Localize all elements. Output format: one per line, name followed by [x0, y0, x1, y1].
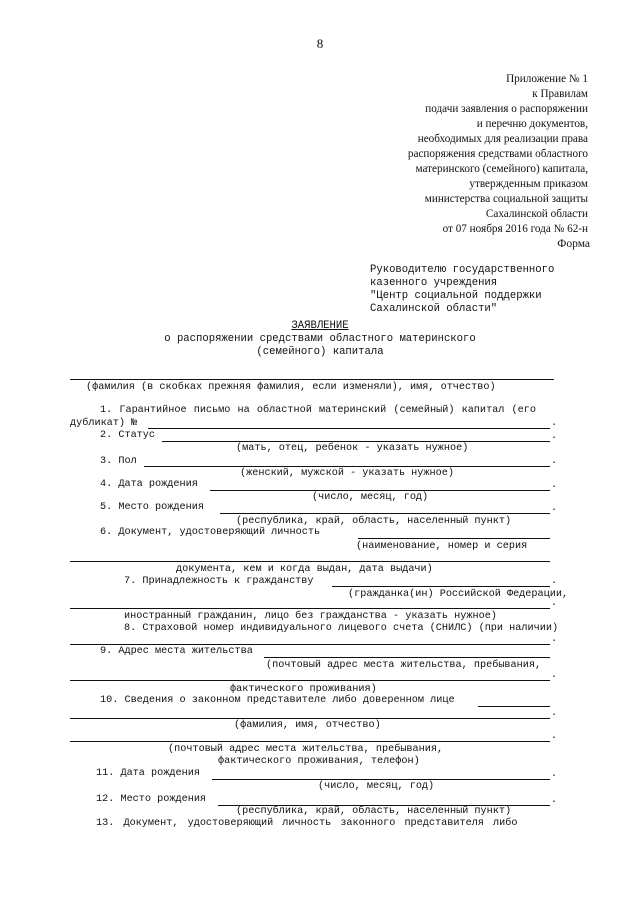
field-2-hint: (мать, отец, ребенок - указать нужное) [236, 443, 469, 454]
field-3-hint: (женский, мужской - указать нужное) [240, 468, 454, 479]
appendix-line: подачи заявления о распоряжении [425, 103, 588, 115]
field-5-hint: (республика, край, область, населенный пункт) [236, 516, 512, 527]
field-1-input-line[interactable] [148, 428, 550, 429]
field-2-input-line[interactable] [162, 441, 550, 442]
appendix-line: Приложение № 1 [506, 73, 588, 85]
field-10-hint-3: фактического проживания, телефон) [218, 756, 420, 767]
field-8-label: 8. Страховой номер индивидуального лицевого счета (СНИЛС) (при наличии) [124, 623, 559, 634]
name-hint: (фамилия (в скобках прежняя фамилия, если изменяли), имя, отчество) [86, 382, 496, 393]
field-7-hint-cont: иностранный гражданин, лицо без гражданства - указать нужное) [124, 611, 497, 622]
appendix-line: распоряжения средствами областного [407, 148, 588, 160]
field-5-label: 5. Место рождения [100, 502, 204, 513]
addressee-line: Руководителю государственного [370, 264, 555, 276]
period-mark: . [551, 731, 558, 742]
period-mark: . [551, 576, 558, 587]
appendix-line: от 07 ноября 2016 года № 62-н [442, 223, 588, 235]
field-2-label: 2. Статус [100, 430, 156, 441]
appendix-line: министерства социальной защиты [424, 193, 588, 205]
field-11-input-line[interactable] [212, 779, 550, 780]
period-mark: . [551, 480, 558, 491]
field-6-label: 6. Документ, удостоверяющий личность [100, 527, 321, 538]
field-10-input-line-2[interactable] [70, 718, 550, 719]
appendix-line: материнского (семейного) капитала, [415, 163, 588, 175]
field-6-hint: (наименование, номер и серия [356, 541, 528, 552]
page-number: 8 [316, 36, 324, 51]
field-10-hint-2: (почтовый адрес места жительства, пребывания, [168, 744, 444, 755]
field-4-label: 4. Дата рождения [100, 479, 198, 490]
field-9-hint: (почтовый адрес места жительства, пребывания, [266, 660, 542, 671]
period-mark: . [551, 795, 558, 806]
addressee-line: казенного учреждения [370, 277, 498, 289]
field-3-input-line[interactable] [144, 466, 550, 467]
period-mark: . [551, 634, 558, 645]
field-6-input-line-2[interactable] [70, 561, 550, 562]
appendix-line: Сахалинской области [485, 208, 588, 220]
field-7-input-line[interactable] [332, 586, 550, 587]
name-input-line[interactable] [70, 379, 554, 380]
field-10-label: 10. Сведения о законном представителе либо доверенном лице [100, 695, 455, 706]
appendix-line: утвержденным приказом [469, 178, 588, 190]
field-13-label: 13. Документ, удостоверяющий личность законного представителя либо [96, 818, 518, 829]
field-4-hint: (число, месяц, год) [312, 492, 429, 503]
addressee-line: "Центр социальной поддержки [370, 290, 542, 302]
field-12-hint: (республика, край, область, населенный пункт) [236, 806, 512, 817]
field-9-input-line-2[interactable] [70, 680, 550, 681]
field-7-input-line-2[interactable] [70, 608, 550, 609]
period-mark: . [551, 708, 558, 719]
field-4-input-line[interactable] [210, 490, 550, 491]
period-mark: . [551, 418, 558, 429]
period-mark: . [551, 503, 558, 514]
period-mark: . [551, 598, 558, 609]
document-title: ЗАЯВЛЕНИЕ [291, 320, 349, 332]
field-12-label: 12. Место рождения [96, 794, 207, 805]
field-1-label: 1. Гарантийное письмо на областной материнский (семейный) капитал (его [100, 405, 536, 416]
period-mark: . [551, 431, 558, 442]
title-line: о распоряжении средствами областного материнского [164, 333, 476, 345]
title-line: (семейного) капитала [256, 346, 384, 358]
field-6-input-line[interactable] [358, 538, 550, 539]
period-mark: . [551, 456, 558, 467]
field-10-input-line[interactable] [478, 706, 550, 707]
field-9-hint-cont: фактического проживания) [230, 684, 377, 695]
appendix-line: к Правилам [532, 88, 588, 100]
field-1-label-cont: дубликат) № [70, 418, 138, 429]
field-11-hint: (число, месяц, год) [318, 781, 435, 792]
field-10-input-line-3[interactable] [70, 741, 550, 742]
field-5-input-line[interactable] [220, 513, 550, 514]
period-mark: . [551, 670, 558, 681]
form-label: Форма [557, 238, 590, 250]
field-11-label: 11. Дата рождения [96, 768, 200, 779]
field-9-input-line[interactable] [264, 657, 550, 658]
field-3-label: 3. Пол [100, 456, 137, 467]
appendix-line: и перечню документов, [476, 118, 588, 130]
field-8-input-line[interactable] [70, 644, 550, 645]
field-9-label: 9. Адрес места жительства [100, 646, 253, 657]
appendix-line: необходимых для реализации права [417, 133, 588, 145]
addressee-line: Сахалинской области" [370, 303, 498, 315]
period-mark: . [551, 769, 558, 780]
field-7-label: 7. Принадлежность к гражданству [124, 576, 314, 587]
field-7-hint: (гражданка(ин) Российской Федерации, [348, 589, 569, 600]
field-10-hint: (фамилия, имя, отчество) [234, 720, 381, 731]
field-6-hint-cont: документа, кем и когда выдан, дата выдачи) [176, 564, 433, 575]
